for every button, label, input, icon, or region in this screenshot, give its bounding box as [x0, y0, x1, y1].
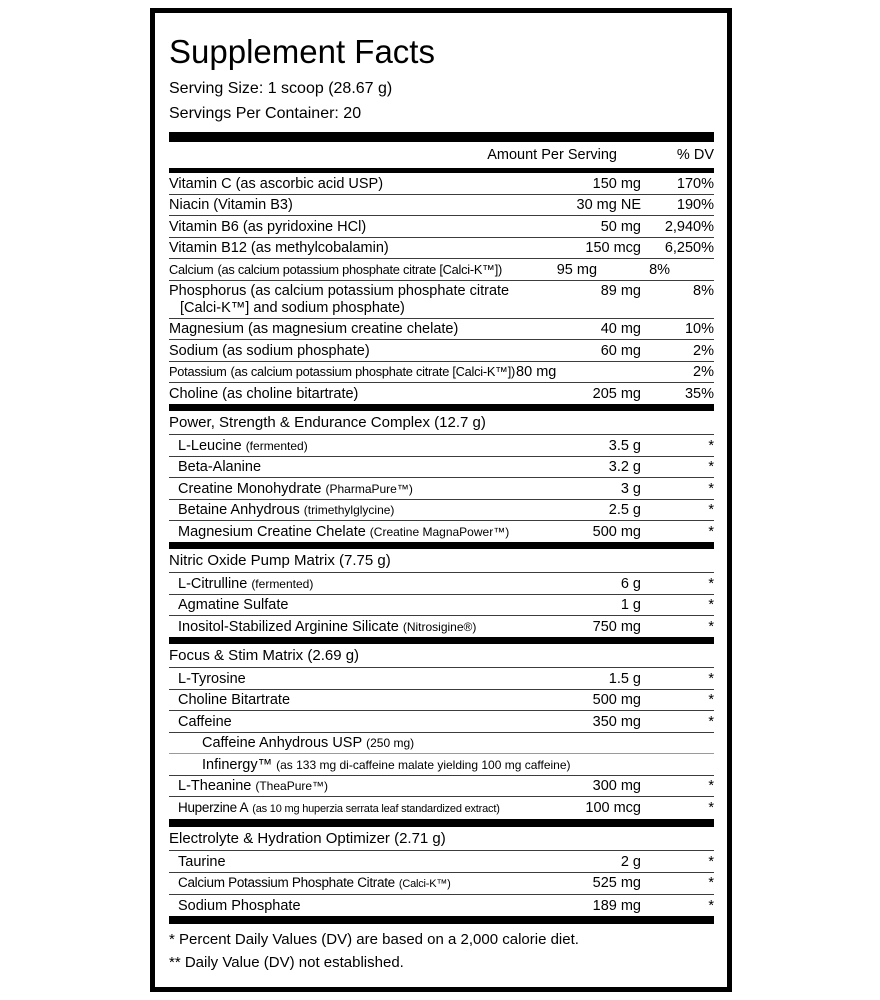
- nutrient-dv: 8%: [693, 283, 714, 299]
- nutrient-amount: 500 mg: [592, 692, 641, 708]
- nutrient-name: [178, 524, 546, 541]
- nutrient-row: [169, 259, 714, 281]
- nutrient-dv: 190%: [676, 197, 714, 213]
- thick-divider-section-end: [169, 916, 714, 924]
- nutrient-row: [169, 851, 714, 873]
- section-title: Focus & Stim Matrix (2.69 g): [169, 644, 714, 669]
- nutrient-dv: 2,940%: [664, 218, 714, 235]
- nutrient-detail: (as magnesium creatine chelate): [247, 321, 459, 337]
- nutrient-name: [169, 386, 546, 403]
- thick-divider-top: [169, 132, 714, 142]
- nutrient-dv: *: [708, 575, 714, 592]
- nutrient-name: [169, 219, 546, 236]
- nutrient-row: [169, 500, 714, 522]
- nutrient-detail: (as choline bitartrate): [222, 385, 359, 402]
- nutrient-amount: 95 mg: [556, 261, 598, 278]
- nutrient-name: [178, 875, 546, 893]
- percent-dv-header: % DV: [676, 147, 714, 163]
- nutrient-amount: 3 g: [620, 480, 641, 497]
- nutrient-row: [169, 690, 714, 712]
- nutrient-name: [178, 438, 546, 455]
- nutrient-amount: 6 g: [620, 575, 641, 592]
- nutrient-name-text: L-Theanine: [178, 778, 252, 794]
- nutrient-dv: *: [708, 875, 714, 891]
- nutrient-dv: *: [708, 437, 714, 454]
- nutrient-detail: (as ascorbic acid USP): [235, 175, 384, 192]
- nutrient-amount: 40 mg: [600, 321, 641, 337]
- nutrient-detail: (as 10 mg huperzia serrata leaf standardized extract): [252, 802, 500, 815]
- nutrient-detail: (as methylcobalamin): [250, 240, 389, 256]
- nutrient-detail: (fermented): [251, 576, 314, 591]
- nutrient-row: [169, 478, 714, 500]
- nutrient-row: [169, 340, 714, 362]
- nutrient-detail: (as calcium potassium phosphate citrate [Calci-K™]): [217, 261, 503, 277]
- nutrient-detail: (250 mg): [366, 736, 415, 750]
- nutrient-name-text: Huperzine A: [178, 799, 249, 815]
- nutrient-amount: 100 mcg: [585, 799, 641, 816]
- nutrient-row: [169, 711, 714, 733]
- nutrient-row: [169, 595, 714, 617]
- nutrient-dv: *: [708, 692, 714, 708]
- nutrient-row: [169, 754, 714, 776]
- nutrient-name: [202, 735, 714, 752]
- section-title: Nitric Oxide Pump Matrix (7.75 g): [169, 549, 714, 574]
- nutrient-name: [169, 197, 546, 214]
- amount-per-serving-header: Amount Per Serving: [487, 147, 617, 163]
- nutrient-name: [178, 898, 546, 915]
- footnote-dv: * Percent Daily Values (DV) are based on a 2,000 calorie diet.: [169, 930, 579, 948]
- nutrient-detail: (as sodium phosphate): [222, 342, 370, 359]
- column-header-row: [169, 142, 714, 168]
- nutrient-amount: 1.5 g: [608, 670, 641, 687]
- supplement-facts-panel: [150, 8, 732, 992]
- nutrient-row: [169, 521, 714, 542]
- nutrient-amount: 30 mg NE: [576, 197, 641, 213]
- nutrient-detail: (TheaPure™): [255, 779, 329, 793]
- nutrient-name: [178, 692, 546, 709]
- nutrient-name: [178, 854, 546, 871]
- nutrient-name-text: Caffeine Anhydrous USP: [202, 735, 363, 751]
- nutrient-detail: (PharmaPure™): [325, 481, 413, 496]
- nutrient-name: [178, 714, 546, 731]
- nutrient-amount: 150 mg: [592, 175, 641, 192]
- section-title: Power, Strength & Endurance Complex (12.7 g): [169, 411, 714, 436]
- nutrient-row: [169, 616, 714, 637]
- nutrient-name: [169, 321, 546, 338]
- nutrient-dv: *: [708, 778, 714, 794]
- nutrient-name-text: L-Citrulline: [178, 575, 248, 592]
- nutrient-dv: 2%: [693, 342, 714, 359]
- nutrient-dv: *: [708, 459, 714, 475]
- nutrient-dv: *: [708, 618, 714, 635]
- blend-sections: [169, 411, 714, 924]
- nutrient-dv: *: [708, 523, 714, 540]
- nutrient-name: [178, 800, 546, 818]
- nutrient-dv: *: [708, 670, 714, 687]
- nutrient-name: [178, 778, 546, 795]
- nutrient-name-text: Calcium Potassium Phosphate Citrate: [178, 875, 395, 890]
- nutrient-amount: 750 mg: [592, 618, 641, 635]
- nutrient-amount: 189 mg: [592, 897, 641, 914]
- section: [169, 644, 714, 819]
- nutrient-row: [169, 238, 714, 260]
- nutrient-name-text: Vitamin B6: [169, 218, 239, 235]
- nutrient-name-text: L-Leucine: [178, 437, 242, 454]
- nutrient-name: [169, 240, 546, 257]
- nutrient-name: [178, 502, 546, 519]
- servings-per-container-text: Servings Per Container: 20: [169, 105, 362, 122]
- nutrient-detail: (Vitamin B3): [213, 197, 293, 213]
- nutrient-detail-line2: [Calci-K™] and sodium phosphate): [180, 299, 405, 316]
- nutrient-dv: 35%: [684, 385, 714, 402]
- nutrient-row: [169, 776, 714, 798]
- nutrient-amount: 205 mg: [592, 385, 641, 402]
- nutrient-dv: *: [708, 502, 714, 518]
- nutrient-detail: (Creatine MagnaPower™): [369, 524, 510, 539]
- panel-title: Supplement Facts: [169, 33, 435, 70]
- thick-divider-main-end: [169, 404, 714, 411]
- nutrient-name: [178, 576, 546, 593]
- nutrient-name: [178, 459, 546, 476]
- thick-divider-section-end: [169, 637, 714, 644]
- section: [169, 411, 714, 542]
- nutrient-row: [169, 457, 714, 479]
- nutrient-amount: 50 mg: [600, 218, 641, 235]
- nutrient-name-text: Potassium: [169, 364, 227, 379]
- nutrient-row: [169, 383, 714, 404]
- nutrient-detail: (as 133 mg di-caffeine malate yielding 100 mg caffeine): [276, 757, 571, 772]
- nutrient-name: [202, 757, 714, 774]
- nutrient-row: [169, 362, 714, 384]
- nutrient-detail: (trimethylglycine): [303, 503, 395, 517]
- nutrient-name: [178, 619, 546, 636]
- nutrient-row: [169, 895, 714, 916]
- footnote-not-established: ** Daily Value (DV) not established.: [169, 953, 404, 971]
- nutrient-dv: 10%: [684, 321, 714, 337]
- nutrient-name: [178, 671, 546, 688]
- nutrient-dv: 8%: [649, 261, 671, 278]
- nutrient-detail: (as calcium potassium phosphate citrate [Calci-K™]): [230, 364, 516, 379]
- nutrient-name-text: Creatine Monohydrate: [178, 480, 322, 497]
- nutrient-name-text: Agmatine Sulfate: [178, 597, 289, 613]
- nutrient-dv: *: [708, 897, 714, 914]
- nutrient-name-text: Sodium Phosphate: [178, 897, 301, 914]
- nutrient-name-text: Taurine: [178, 853, 226, 870]
- nutrient-row: [169, 668, 714, 690]
- nutrient-amount: 2.5 g: [608, 502, 641, 518]
- nutrient-dv: 170%: [676, 175, 714, 192]
- nutrient-name: [178, 597, 546, 614]
- nutrient-amount: 80 mg: [516, 364, 557, 380]
- nutrient-row: [169, 873, 714, 896]
- nutrient-dv: 2%: [693, 364, 714, 380]
- nutrient-amount: 300 mg: [592, 778, 641, 794]
- nutrient-amount: 1 g: [620, 597, 641, 613]
- nutrient-name-text: Magnesium: [169, 321, 244, 337]
- nutrient-amount: 60 mg: [600, 342, 641, 359]
- nutrient-name-text: Caffeine: [178, 713, 232, 730]
- nutrient-name-text: Beta-Alanine: [178, 459, 262, 475]
- section-title: Electrolyte & Hydration Optimizer (2.71 g): [169, 827, 714, 852]
- nutrient-name-text: Magnesium Creatine Chelate: [178, 523, 366, 540]
- nutrient-name-text: Choline: [169, 385, 219, 402]
- nutrient-amount: 89 mg: [600, 283, 641, 299]
- nutrient-name-text: Calcium: [169, 261, 214, 277]
- nutrient-row: [169, 281, 714, 319]
- nutrient-row: [169, 216, 714, 238]
- nutrient-amount: 350 mg: [592, 713, 641, 730]
- nutrient-amount: 150 mcg: [585, 240, 641, 256]
- thick-divider-section-end: [169, 542, 714, 549]
- nutrient-name-text: Choline Bitartrate: [178, 692, 291, 708]
- nutrient-detail: (as pyridoxine HCl): [242, 218, 367, 235]
- nutrient-name: [169, 364, 515, 381]
- nutrient-name: [169, 343, 546, 360]
- nutrient-row: [169, 733, 714, 755]
- nutrient-row: [169, 319, 714, 341]
- nutrient-row: [169, 173, 714, 195]
- nutrient-dv: 6,250%: [664, 240, 714, 256]
- nutrient-amount: 3.5 g: [608, 437, 641, 454]
- nutrient-row: [169, 435, 714, 457]
- nutrient-name-text: Vitamin C: [169, 175, 232, 192]
- nutrient-amount: 3.2 g: [608, 459, 641, 475]
- nutrient-name: [178, 481, 546, 498]
- nutrient-row: [169, 797, 714, 819]
- nutrient-name: [169, 283, 546, 316]
- nutrient-name-text: Vitamin B12: [169, 240, 247, 256]
- nutrient-amount: 500 mg: [592, 523, 641, 540]
- nutrient-name-text: Inositol-Stabilized Arginine Silicate: [178, 618, 399, 635]
- section: [169, 827, 714, 916]
- nutrient-dv: *: [708, 853, 714, 870]
- thick-divider-section-end: [169, 819, 714, 827]
- nutrient-name-text: Niacin: [169, 197, 210, 213]
- nutrient-dv: *: [708, 713, 714, 730]
- nutrient-detail: (Calci-K™): [398, 878, 451, 890]
- nutrient-dv: *: [708, 480, 714, 497]
- nutrient-name-text: Sodium: [169, 342, 219, 359]
- section: [169, 549, 714, 637]
- nutrient-name: [169, 176, 546, 193]
- nutrient-name-text: Infinergy™: [202, 756, 273, 773]
- nutrient-name-text: Betaine Anhydrous: [178, 502, 300, 518]
- nutrient-name: [169, 262, 502, 279]
- nutrient-name-text: L-Tyrosine: [178, 670, 246, 687]
- nutrient-row: [169, 195, 714, 217]
- nutrient-detail: (fermented): [245, 438, 308, 453]
- nutrient-row: [169, 573, 714, 595]
- nutrient-amount: 2 g: [620, 853, 641, 870]
- nutrient-detail: (as calcium potassium phosphate citrate: [250, 283, 510, 299]
- nutrient-name-text: Phosphorus: [169, 283, 247, 299]
- nutrient-detail: (Nitrosigine®): [402, 619, 477, 634]
- nutrient-amount: 525 mg: [592, 875, 641, 891]
- main-nutrient-table: [169, 173, 714, 404]
- nutrient-dv: *: [708, 597, 714, 613]
- serving-size-text: Serving Size: 1 scoop (28.67 g): [169, 80, 393, 97]
- nutrient-dv: *: [708, 799, 714, 816]
